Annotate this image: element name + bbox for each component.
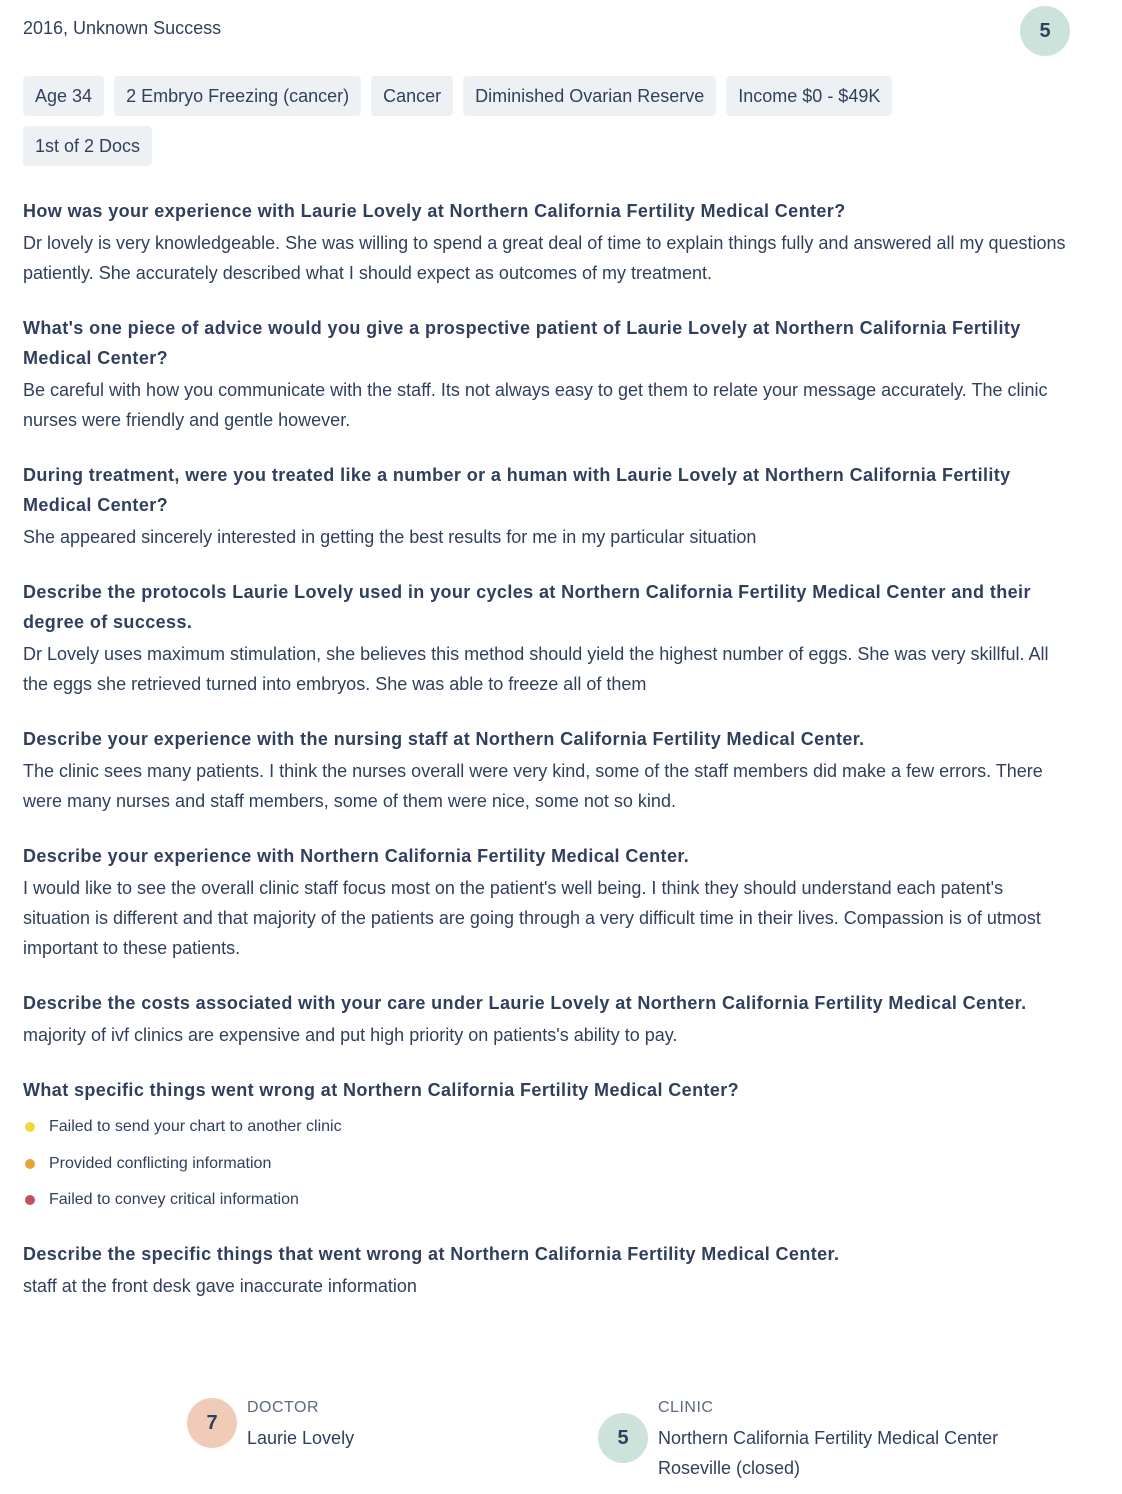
answer: staff at the front desk gave inaccurate information (23, 1275, 417, 1296)
issue-text: Provided conflicting information (49, 1154, 272, 1172)
question: What specific things went wrong at Northern California Fertility Medical Center? (23, 1080, 740, 1100)
review-header: 2016, Unknown Success (23, 18, 222, 38)
issue-item (23, 1182, 1073, 1219)
issue-item (23, 1146, 1073, 1183)
answer: Dr Lovely uses maximum stimulation, she believes this method should yield the highest number of eggs. She was very skillful. All the eggs she retrieved turned into embryos. She was able to freeze all of them (23, 644, 1049, 694)
red-dot-icon (25, 1195, 35, 1205)
tag-list (23, 76, 1023, 166)
tag: Income $0 - $49K (726, 76, 892, 116)
answer: majority of ivf clinics are expensive and put high priority on patients's ability to pay. (23, 1025, 678, 1045)
clinic-name[interactable]: Northern California Fertility Medical Center (658, 1428, 999, 1448)
clinic-label: CLINIC (658, 1399, 714, 1416)
qa-block (23, 577, 1073, 699)
answer: I would like to see the overall clinic staff focus most on the patient's well being. I think they should understand each patent's situation is different and that majority of the patients are going through a very difficult time in their lives. Compassion is of utmost important to these patients. (23, 878, 1041, 958)
qa-block (23, 460, 1073, 552)
review-questions (23, 196, 1073, 1326)
doctor-info (247, 1398, 354, 1453)
answer: The clinic sees many patients. I think the nurses overall were very kind, some of the staff members did make a few errors. There were many nurses and staff members, some of them were nice, some not so kind. (23, 761, 1043, 811)
doctor-name[interactable]: Laurie Lovely (247, 1428, 355, 1448)
yellow-dot-icon (25, 1122, 35, 1132)
orange-dot-icon (25, 1159, 35, 1169)
question: What's one piece of advice would you give a prospective patient of Laurie Lovely at Northern California Fertility Medical Center? (23, 318, 1021, 368)
issue-text: Failed to convey critical information (49, 1191, 299, 1208)
answer: Dr lovely is very knowledgeable. She was willing to spend a great deal of time to explain things fully and answered all my questions patiently. She accurately described what I should expect as outcomes of my treatment. (23, 233, 1066, 283)
tag: 1st of 2 Docs (23, 126, 152, 166)
clinic-location: Roseville (closed) (658, 1458, 801, 1478)
question: Describe the costs associated with your care under Laurie Lovely at Northern California Fertility Medical Center. (23, 993, 1027, 1013)
answer: Be careful with how you communicate with the staff. Its not always easy to get them to relate your message accurately. The clinic nurses were friendly and gentle however. (23, 380, 1048, 430)
question: Describe your experience with the nursing staff at Northern California Fertility Medical Center. (23, 729, 865, 749)
clinic-info (658, 1398, 998, 1483)
tag: Diminished Ovarian Reserve (463, 76, 716, 116)
issue-list (23, 1109, 1073, 1219)
overall-score-badge: 5 (1020, 6, 1070, 56)
doctor-label: DOCTOR (247, 1399, 320, 1416)
tag: Age 34 (23, 76, 104, 116)
issue-text: Failed to send your chart to another clinic (49, 1118, 342, 1135)
what-went-wrong (23, 1075, 1073, 1219)
question: During treatment, were you treated like a number or a human with Laurie Lovely at Northern California Fertility Medical Center? (23, 465, 1011, 515)
answer: She appeared sincerely interested in getting the best results for me in my particular situation (23, 527, 757, 547)
doctor-score-badge: 7 (187, 1398, 237, 1448)
question: Describe your experience with Northern California Fertility Medical Center. (23, 846, 690, 866)
tag: 2 Embryo Freezing (cancer) (114, 76, 361, 116)
qa-block (23, 1239, 1073, 1301)
tag: Cancer (371, 76, 453, 116)
qa-block (23, 313, 1073, 435)
qa-block (23, 841, 1073, 963)
clinic-score-badge: 5 (598, 1413, 648, 1463)
question: How was your experience with Laurie Lovely at Northern California Fertility Medical Center? (23, 201, 846, 221)
question: Describe the protocols Laurie Lovely used in your cycles at Northern California Fertility Medical Center and their degree of success. (23, 582, 1031, 632)
qa-block (23, 196, 1073, 288)
qa-block (23, 988, 1073, 1050)
qa-block (23, 724, 1073, 816)
question: Describe the specific things that went wrong at Northern California Fertility Medical Center. (23, 1243, 840, 1264)
issue-item (23, 1109, 1073, 1146)
